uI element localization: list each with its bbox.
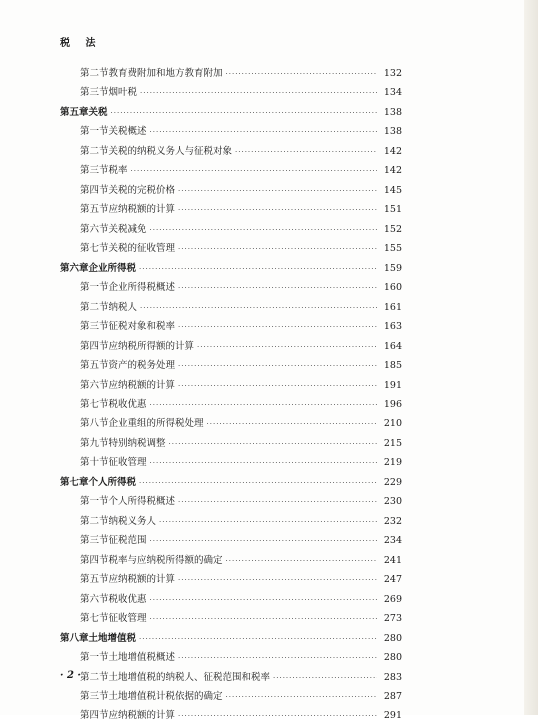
toc-entry-number: 第四节 [80, 710, 109, 722]
toc-section-entry [60, 337, 402, 356]
toc-entry-title: 土地增值税计税依据的确定 [108, 691, 223, 702]
toc-section-entry [60, 200, 402, 219]
toc-leader-dots [178, 279, 377, 298]
toc-entry-number: 第二节 [80, 145, 109, 157]
toc-entry-page: 142 [383, 145, 402, 157]
toc-section-entry [60, 122, 402, 141]
toc-section-entry [60, 590, 402, 609]
toc-entry-number: 第七章 [60, 476, 89, 488]
toc-entry-title: 企业所得税概述 [108, 282, 176, 294]
toc-section-entry [60, 648, 402, 667]
toc-leader-dots [150, 454, 377, 473]
toc-chapter-entry [60, 473, 402, 492]
toc-entry-title: 特别纳税调整 [108, 437, 166, 449]
toc-entry-number: 第七节 [80, 613, 109, 625]
toc-leader-dots [150, 591, 377, 610]
toc-entry-title: 税率 [108, 165, 128, 177]
toc-entry-number: 第八节 [80, 418, 109, 430]
toc-entry-page: 132 [383, 68, 402, 79]
toc-entry-title: 征税范围 [108, 535, 147, 547]
toc-entry-number: 第六节 [80, 223, 109, 235]
toc-entry-number: 第四节 [80, 184, 109, 196]
toc-entry-page: 152 [383, 223, 402, 235]
toc-entry-title: 纳税义务人 [108, 515, 157, 527]
toc-section-entry [60, 453, 402, 472]
toc-entry-page: 191 [383, 379, 402, 391]
toc-section-entry [60, 317, 402, 336]
toc-entry-number: 第一节 [80, 126, 109, 138]
toc-entry-number: 第一节 [80, 496, 109, 508]
toc-entry-title: 关税 [88, 106, 108, 118]
toc-leader-dots [139, 630, 377, 649]
page-edge-shadow [524, 0, 538, 715]
toc-entry-number: 第三节 [80, 87, 109, 99]
toc-entry-number: 第四节 [80, 554, 109, 566]
toc-section-entry [60, 376, 402, 395]
toc-entry-number: 第二节 [80, 515, 109, 527]
toc-entry-page: 247 [383, 574, 402, 586]
toc-entry-number: 第五节 [80, 574, 109, 586]
toc-entry-title: 纳税人 [108, 301, 138, 313]
toc-leader-dots [178, 649, 377, 668]
toc-entry-title: 税收优惠 [108, 398, 147, 410]
toc-entry-number: 第二节 [80, 68, 109, 79]
toc-leader-dots [140, 84, 377, 103]
toc-entry-title: 资产的税务处理 [108, 360, 176, 372]
toc-section-entry [60, 356, 402, 375]
toc-entry-title: 应纳税额的计算 [108, 379, 176, 391]
toc-entry-title: 个人所得税 [88, 476, 137, 488]
toc-entry-title: 企业重组的所得税处理 [108, 418, 204, 430]
toc-leader-dots [140, 299, 377, 318]
toc-leader-dots [150, 532, 377, 551]
toc-entry-title: 关税的纳税义务人与征税对象 [108, 145, 233, 157]
toc-entry-title: 教育费附加和地方教育附加 [108, 68, 223, 79]
toc-leader-dots [159, 513, 377, 532]
toc-chapter-entry [60, 259, 402, 278]
toc-entry-page: 163 [383, 321, 402, 333]
toc-section-entry [60, 668, 402, 687]
toc-section-entry [60, 83, 402, 102]
toc-leader-dots [207, 415, 377, 434]
toc-section-entry [60, 278, 402, 297]
toc-entry-page: 283 [383, 671, 402, 683]
toc-section-entry [60, 414, 402, 433]
toc-leader-dots [131, 162, 377, 181]
toc-entry-number: 第二节 [80, 301, 109, 313]
toc-section-entry [60, 298, 402, 317]
toc-entry-page: 229 [383, 476, 402, 488]
toc-entry-page: 142 [383, 165, 402, 177]
toc-entry-page: 269 [383, 593, 402, 605]
toc-entry-number: 第九节 [80, 437, 109, 449]
toc-section-entry [60, 570, 402, 589]
toc-leader-dots [178, 357, 377, 376]
toc-entry-title: 关税概述 [108, 126, 147, 138]
toc-leader-dots [197, 338, 377, 357]
toc-section-entry [60, 161, 402, 180]
toc-section-entry [60, 220, 402, 239]
toc-entry-page: 196 [383, 398, 402, 410]
toc-entry-number: 第六章 [60, 262, 89, 274]
toc-leader-dots [178, 240, 377, 259]
toc-entry-page: 241 [383, 554, 402, 566]
toc-leader-dots [226, 688, 377, 707]
toc-entry-title: 烟叶税 [108, 87, 138, 99]
toc-entry-page: 291 [383, 710, 402, 722]
toc-leader-dots [235, 143, 377, 162]
toc-entry-title: 土地增值税的纳税人、征税范围和税率 [108, 671, 271, 683]
toc-entry-page: 134 [383, 87, 402, 99]
toc-entry-number: 第六节 [80, 593, 109, 605]
toc-entry-page: 138 [383, 106, 402, 118]
toc-entry-page: 145 [383, 184, 402, 196]
toc-entry-number: 第八章 [60, 632, 89, 644]
toc-leader-dots [226, 552, 377, 571]
toc-entry-title: 企业所得税 [88, 262, 137, 274]
toc-section-entry [60, 64, 402, 83]
toc-section-entry [60, 434, 402, 453]
toc-section-entry [60, 706, 402, 725]
toc-section-entry [60, 492, 402, 511]
toc-entry-number: 第二节 [80, 671, 109, 683]
toc-section-entry [60, 181, 402, 200]
toc-entry-page: 287 [383, 691, 402, 702]
toc-entry-number: 第五节 [80, 204, 109, 216]
toc-entry-number: 第五章 [60, 106, 89, 118]
toc-section-entry [60, 395, 402, 414]
toc-leader-dots [150, 610, 377, 629]
running-header: 税 法 [60, 38, 102, 49]
toc-entry-number: 第五节 [80, 360, 109, 372]
toc-entry-page: 185 [383, 360, 402, 372]
toc-section-entry [60, 551, 402, 570]
toc-entry-title: 应纳税额的计算 [108, 574, 176, 586]
toc-leader-dots [178, 707, 377, 726]
toc-entry-title: 应纳税额的计算 [108, 204, 176, 216]
toc-section-entry [60, 512, 402, 531]
toc-entry-page: 161 [383, 301, 402, 313]
toc-leader-dots [273, 669, 377, 688]
toc-entry-page: 234 [383, 535, 402, 547]
toc-entry-number: 第三节 [80, 165, 109, 177]
toc-section-entry [60, 687, 402, 706]
toc-leader-dots [139, 260, 377, 279]
toc-entry-title: 个人所得税概述 [108, 496, 176, 508]
toc-entry-page: 155 [383, 243, 402, 255]
toc-leader-dots [169, 435, 377, 454]
toc-entry-page: 273 [383, 613, 402, 625]
toc-entry-title: 土地增值税 [88, 632, 137, 644]
toc-entry-number: 第一节 [80, 282, 109, 294]
toc-entry-title: 应纳税额的计算 [108, 710, 176, 722]
toc-leader-dots [178, 318, 377, 337]
toc-entry-page: 138 [383, 126, 402, 138]
toc-entry-page: 215 [383, 437, 402, 449]
toc-entry-title: 关税减免 [108, 223, 147, 235]
toc-entry-page: 232 [383, 515, 402, 527]
toc-entry-page: 280 [383, 632, 402, 644]
toc-entry-number: 第七节 [80, 243, 109, 255]
toc-entry-number: 第四节 [80, 340, 109, 352]
toc-entry-number: 第六节 [80, 379, 109, 391]
toc-section-entry [60, 239, 402, 258]
toc-entry-number: 第三节 [80, 691, 109, 702]
toc-entry-page: 164 [383, 340, 402, 352]
page-number: · 2 · [60, 670, 81, 681]
toc-section-entry [60, 142, 402, 161]
toc-entry-title: 征收管理 [108, 613, 147, 625]
toc-entry-number: 第三节 [80, 321, 109, 333]
toc-leader-dots [178, 201, 377, 220]
toc-chapter-entry [60, 629, 402, 648]
toc-leader-dots [178, 182, 377, 201]
toc-entry-title: 关税的完税价格 [108, 184, 176, 196]
toc-entry-page: 230 [383, 496, 402, 508]
toc-leader-dots [139, 474, 377, 493]
toc-leader-dots [178, 493, 377, 512]
toc-entry-number: 第三节 [80, 535, 109, 547]
toc-section-entry [60, 531, 402, 550]
toc-chapter-entry [60, 103, 402, 122]
toc-entry-title: 税收优惠 [108, 593, 147, 605]
toc-leader-dots [178, 377, 377, 396]
toc-leader-dots [178, 571, 377, 590]
toc-entry-number: 第七节 [80, 398, 109, 410]
toc-entry-title: 关税的征收管理 [108, 243, 176, 255]
toc-leader-dots [226, 65, 377, 84]
toc-entry-number: 第十节 [80, 457, 109, 469]
toc-leader-dots [111, 104, 377, 123]
toc-entry-page: 160 [383, 282, 402, 294]
toc-entry-number: 第一节 [80, 652, 109, 664]
toc-entry-page: 280 [383, 652, 402, 664]
toc-entry-page: 159 [383, 262, 402, 274]
toc-entry-page: 210 [383, 418, 402, 430]
toc-section-entry [60, 609, 402, 628]
toc-leader-dots [150, 221, 377, 240]
toc-leader-dots [150, 396, 377, 415]
table-of-contents [60, 64, 402, 726]
toc-entry-title: 应纳税所得额的计算 [108, 340, 195, 352]
toc-entry-title: 税率与应纳税所得额的确定 [108, 554, 223, 566]
toc-entry-title: 征税对象和税率 [108, 321, 176, 333]
toc-entry-page: 151 [383, 204, 402, 216]
toc-entry-title: 土地增值税概述 [108, 652, 176, 664]
toc-entry-title: 征收管理 [108, 457, 147, 469]
toc-leader-dots [150, 123, 377, 142]
toc-entry-page: 219 [383, 457, 402, 469]
